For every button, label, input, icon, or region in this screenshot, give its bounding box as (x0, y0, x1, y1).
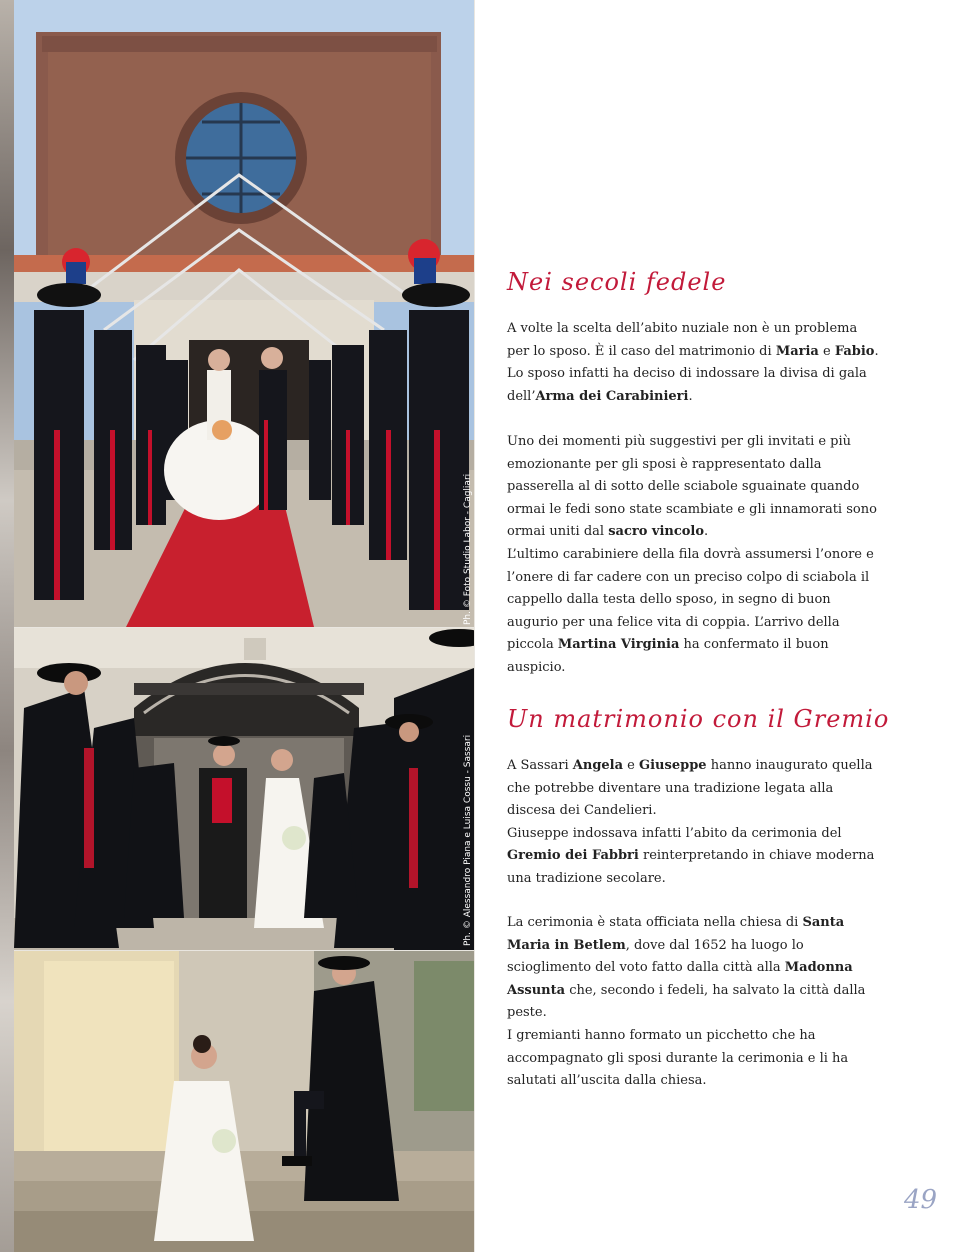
bold-text-run: Fabio (834, 343, 875, 359)
photo-gremio-church-exit (14, 628, 474, 950)
photo-carabinieri-wedding (14, 0, 474, 627)
paragraph-last-carabiniere (507, 544, 882, 680)
page-edge-strip (0, 0, 14, 1252)
text-run: L’ultimo carabiniere della fila dovrà assumersi l’onore e l’onere di far cadere con un preciso colpo di sciabola il cappello dalla testa dello sposo, in segno di buon augurio per una felice vita di coppia. L’arrivo della piccola (507, 547, 874, 653)
bold-text-run: sacro vincolo (608, 524, 705, 540)
photo-gremio-couple-steps-image (14, 951, 474, 1252)
bold-text-run: Martina Virginia (557, 637, 680, 653)
bold-text-run: Santa Maria in Betlem (507, 915, 845, 953)
bold-text-run: Angela (572, 758, 624, 773)
photo-carabinieri-wedding-image (14, 0, 474, 627)
text-run: , dove dal 1652 ha luogo lo scioglimento del voto fatto dalla città alla (507, 937, 804, 976)
section-heading-gremio: Un matrimonio con il Gremio (507, 705, 890, 733)
photo-gremio-church-exit-image (14, 628, 474, 950)
photo-credit-1: Ph. © Foto Studio Labor - Cagliari (463, 473, 473, 625)
text-run: I gremianti hanno formato un picchetto che ha accompagnato gli sposi durante la cerimonia e li ha salutati all’uscita dalla chiesa. (507, 1028, 849, 1089)
paragraph-santa-maria-betlem (507, 912, 882, 1025)
text-run: A volte la scelta dell’abito nuziale non è un problema per lo sposo. È il caso del matrimonio di (507, 321, 858, 359)
text-run: A Sassari (507, 758, 573, 773)
section-heading-carabinieri: Nei secoli fedele (507, 268, 727, 296)
bold-text-run: Madonna Assunta (507, 960, 853, 998)
text-run: La cerimonia è stata officiata nella chiesa di (507, 915, 803, 930)
paragraph-carabinieri-intro (507, 318, 882, 408)
text-run: Giuseppe indossava infatti l’abito da cerimonia del (507, 825, 842, 841)
text-run: ha confermato il buon auspicio. (507, 637, 829, 675)
paragraph-sabre-passage (507, 431, 882, 544)
paragraph-gremianti (507, 1025, 882, 1093)
text-run: . Lo sposo infatti ha deciso di indossare la divisa di gala dell’ (507, 343, 879, 404)
bold-text-run: Gremio dei Fabbri (507, 848, 639, 864)
text-run: e (623, 758, 640, 773)
text-run: . (688, 388, 693, 404)
text-run: hanno inaugurato quella che potrebbe diventare una tradizione legata alla discesa dei Candelieri. (507, 758, 873, 819)
bold-text-run: Maria (775, 343, 819, 359)
text-run: Uno dei momenti più suggestivi per gli invitati e più emozionante per gli sposi è rappresentato dalla passerella al di sotto delle sciabole sguainate quando ormai le fedi sono state scambiate e gli innamorati sono ormai uniti dal (507, 434, 877, 540)
text-run: . (704, 524, 709, 540)
photo-gremio-couple-steps (14, 951, 474, 1252)
text-run: e (818, 343, 835, 359)
bold-text-run: Giuseppe (639, 758, 707, 773)
bold-text-run: Arma dei Carabinieri (535, 388, 689, 404)
text-run: che, secondo i fedeli, ha salvato la città dalla peste. (507, 982, 866, 1021)
text-run: reinterpretando in chiave moderna una tradizione secolare. (507, 848, 875, 886)
photo-credit-2: Ph. © Alessandro Piana e Luisa Cossu - Sassari (463, 734, 473, 946)
photo-column (0, 0, 475, 1252)
page-number: 49 (904, 1185, 938, 1215)
paragraph-sassari-couple (507, 755, 882, 891)
